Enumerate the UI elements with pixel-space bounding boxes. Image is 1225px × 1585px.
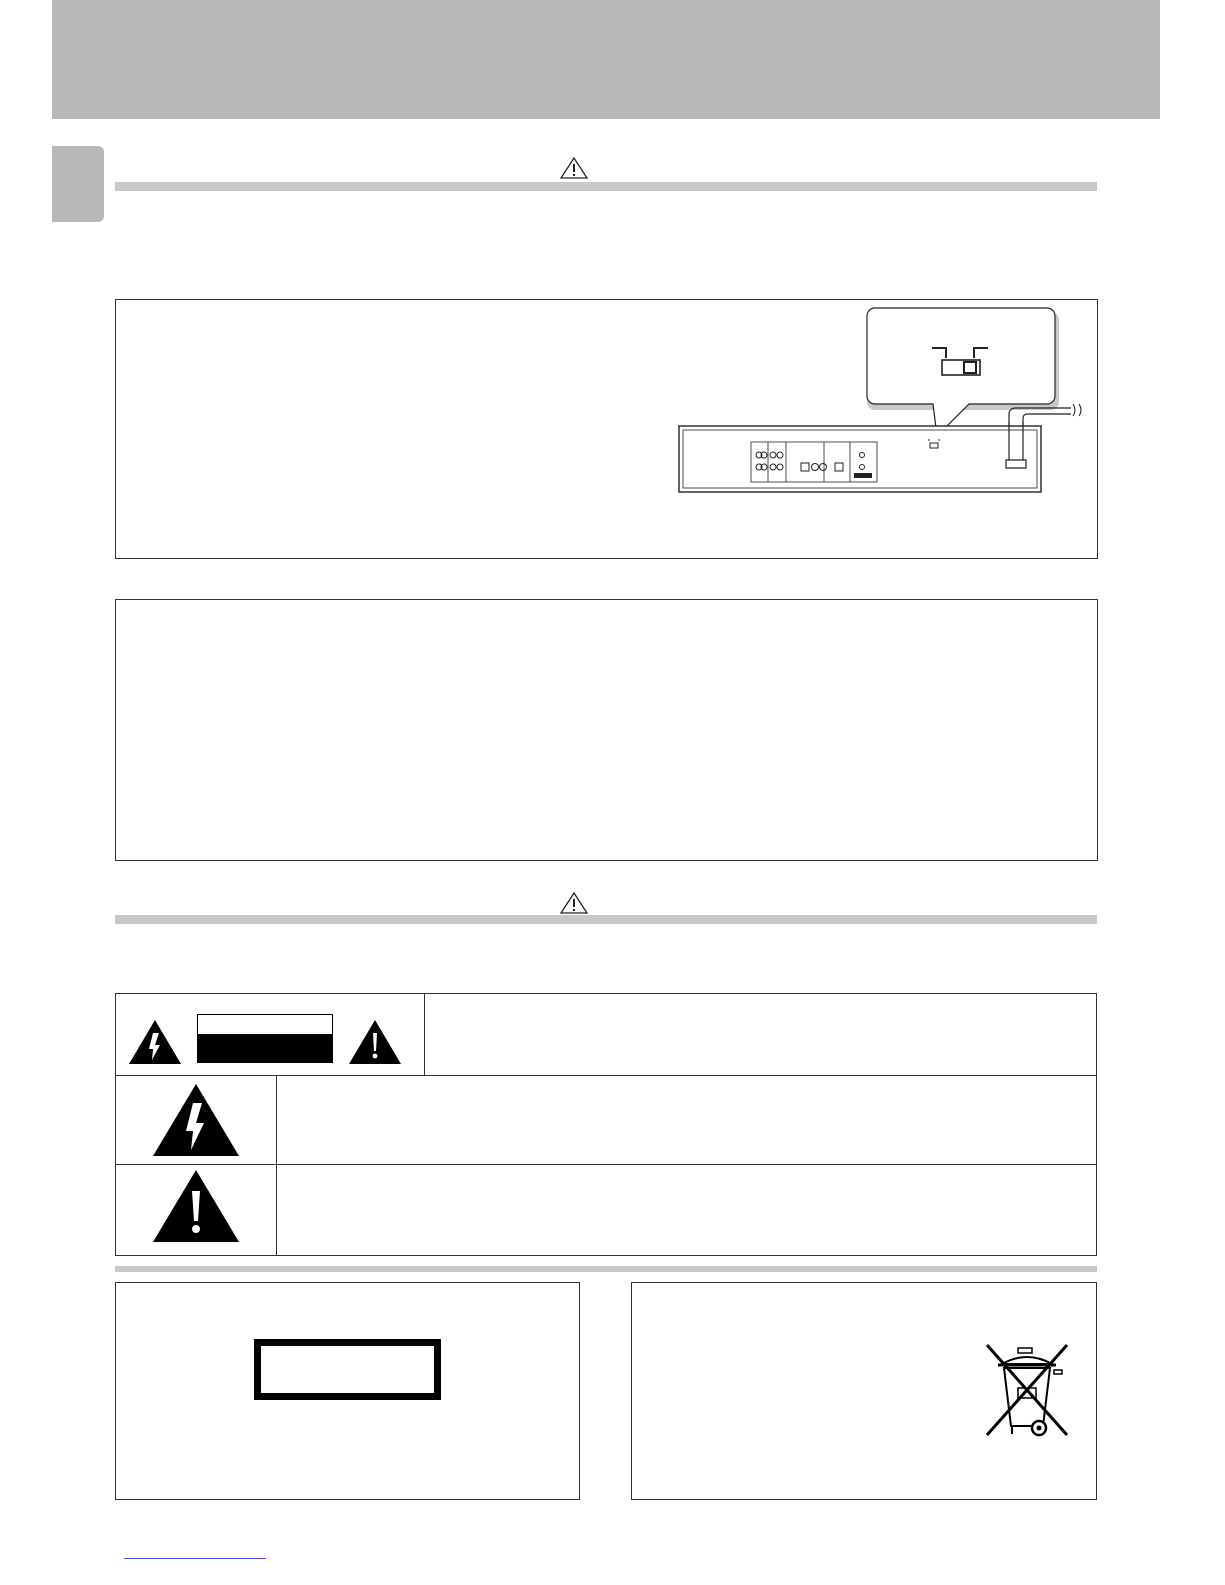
table-divider — [115, 1075, 1097, 1076]
caution-label-plate — [197, 1014, 333, 1063]
lightning-triangle-icon — [152, 1083, 240, 1157]
exclamation-triangle-icon — [152, 1169, 240, 1243]
header-band — [52, 0, 1160, 119]
section-rule — [115, 182, 1097, 191]
section-rule — [115, 915, 1097, 924]
section-rule — [115, 1266, 1097, 1272]
warning-triangle-icon — [560, 157, 588, 179]
side-tab — [52, 146, 104, 222]
laser-label-frame — [254, 1339, 441, 1400]
table-divider — [276, 1075, 277, 1256]
footer-underline — [124, 1558, 266, 1559]
warning-triangle-icon — [560, 892, 588, 914]
rear-panel-diagram — [660, 300, 1100, 500]
table-divider — [115, 1164, 1097, 1165]
notice-box — [115, 599, 1098, 861]
exclamation-triangle-icon — [348, 1019, 402, 1065]
table-divider — [424, 993, 425, 1076]
lightning-triangle-icon — [128, 1019, 182, 1065]
crossed-out-wheelie-bin-icon — [984, 1342, 1070, 1438]
